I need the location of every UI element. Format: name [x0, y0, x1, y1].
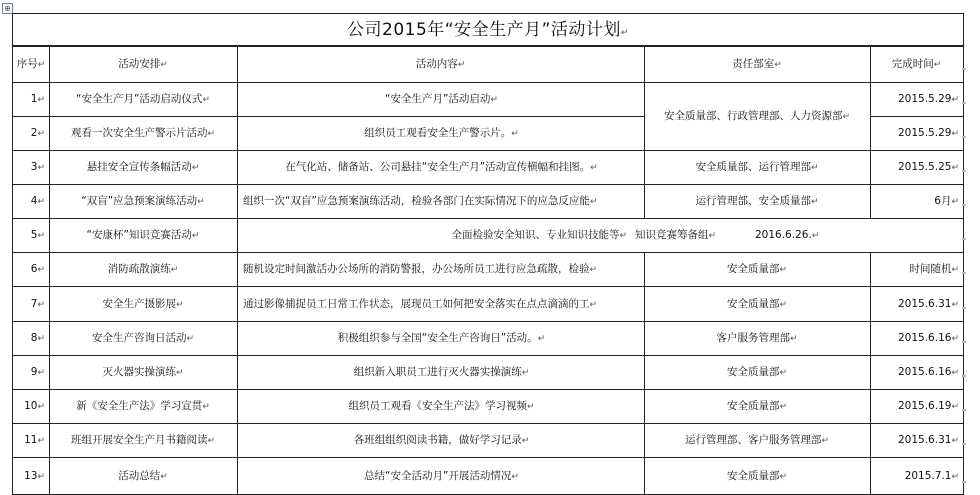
paragraph-mark: ↵ — [37, 402, 45, 412]
paragraph-mark: ↵ — [620, 28, 629, 38]
row-end-marker — [962, 136, 966, 138]
responsible-dept — [646, 469, 868, 483]
row-divider — [13, 252, 963, 253]
completion-time-text: 2015.5.29 — [898, 127, 952, 139]
row-divider — [13, 286, 963, 287]
responsible-dept — [646, 297, 868, 311]
paragraph-mark: ↵ — [951, 265, 959, 275]
row-divider — [13, 389, 963, 390]
paragraph-mark: ↵ — [810, 163, 819, 173]
activity-arrangement-text: 班组开展安全生产月书籍阅读 — [70, 434, 208, 446]
column-divider — [644, 46, 645, 218]
row-number — [15, 160, 45, 174]
responsible-dept-text: 安全质量部、运行管理部 — [695, 161, 811, 173]
paragraph-mark: ↵ — [37, 472, 45, 482]
paragraph-mark: ↵ — [779, 402, 788, 412]
activity-arrangement — [51, 262, 235, 276]
row-number — [15, 433, 45, 447]
activity-arrangement-text: “安康杯”知识竞赛活动 — [86, 229, 192, 241]
row-end-marker — [962, 443, 966, 445]
row-divider — [13, 116, 644, 117]
paragraph-mark: ↵ — [37, 436, 45, 446]
paragraph-mark: ↵ — [951, 472, 959, 482]
paragraph-mark: ↵ — [175, 299, 184, 310]
activity-arrangement-text: “安全生产月”活动启动仪式 — [76, 93, 203, 105]
completion-time — [755, 228, 845, 242]
row-divider — [13, 218, 963, 219]
responsible-dept-text: 客户服务管理部 — [716, 332, 790, 344]
activity-arrangement-text: 活动总结 — [118, 470, 161, 482]
row-end-marker — [962, 375, 966, 377]
responsible-dept-text: 知识竞赛筹备组 — [635, 229, 709, 241]
paragraph-mark: ↵ — [811, 231, 820, 241]
header-cell-text: 活动安排 — [118, 58, 161, 70]
paragraph-mark: ↵ — [779, 265, 788, 275]
responsible-dept-text: 安全质量部 — [726, 400, 780, 412]
responsible-dept — [646, 160, 868, 174]
activity-arrangement — [51, 297, 235, 311]
activity-content — [243, 469, 640, 483]
completion-time-text: 时间随机 — [909, 263, 952, 275]
table-title-text: 公司2015年“安全生产月”活动计划 — [347, 20, 621, 40]
row-divider — [13, 423, 963, 424]
responsible-dept-text: 安全质量部 — [726, 263, 780, 275]
row-end-marker — [962, 68, 966, 70]
paragraph-mark: ↵ — [951, 299, 959, 310]
row-divider — [13, 150, 963, 151]
row-number-text: 8 — [30, 332, 38, 344]
paragraph-mark: ↵ — [197, 197, 205, 207]
paragraph-mark: ↵ — [37, 265, 45, 275]
row-end-marker — [962, 409, 966, 411]
row-end-marker — [962, 481, 966, 483]
activity-content — [243, 331, 640, 345]
paragraph-mark: ↵ — [774, 60, 782, 70]
header-cell — [872, 57, 961, 71]
row-end-marker — [962, 238, 966, 240]
activity-content — [243, 194, 640, 208]
paragraph-mark: ↵ — [37, 95, 45, 105]
activity-content-text: 全面检验安全知识、专业知识技能等 — [451, 229, 620, 241]
paragraph-mark: ↵ — [207, 436, 216, 446]
paragraph-mark: ↵ — [521, 436, 530, 446]
activity-arrangement-text: 消防疏散演练 — [107, 263, 171, 275]
row-end-marker — [962, 170, 966, 172]
paragraph-mark: ↵ — [821, 436, 830, 446]
paragraph-mark: ↵ — [537, 334, 546, 344]
row-number — [15, 469, 45, 483]
paragraph-mark: ↵ — [191, 231, 200, 241]
paragraph-mark: ↵ — [810, 197, 819, 207]
row-divider — [13, 457, 963, 458]
row-number-text: 13 — [24, 470, 38, 482]
row-number — [15, 194, 45, 208]
paragraph-mark: ↵ — [779, 368, 788, 378]
paragraph-mark: ↵ — [589, 299, 598, 310]
row-number — [15, 365, 45, 379]
paragraph-mark: ↵ — [951, 129, 959, 139]
row-end-marker — [962, 307, 966, 309]
completion-time-text: 2015.6.31 — [898, 297, 952, 310]
paragraph-mark: ↵ — [779, 299, 788, 310]
row-divider — [13, 46, 963, 47]
table-grid — [12, 46, 964, 495]
responsible-dept-text: 安全质量部 — [726, 297, 780, 310]
paragraph-mark: ↵ — [160, 60, 168, 70]
table-title — [12, 13, 964, 46]
paragraph-mark: ↵ — [951, 334, 959, 344]
column-divider — [49, 46, 50, 495]
paragraph-mark: ↵ — [789, 334, 798, 344]
activity-content — [243, 160, 640, 174]
row-divider — [870, 116, 963, 117]
header-cell-text: 活动内容 — [415, 58, 458, 70]
responsible-dept — [646, 262, 868, 276]
responsible-dept — [646, 194, 868, 208]
paragraph-mark: ↵ — [191, 163, 200, 173]
completion-time-text: 2015.5.25 — [898, 161, 952, 173]
activity-content — [243, 297, 640, 311]
activity-arrangement — [51, 228, 235, 242]
activity-arrangement — [51, 126, 235, 140]
activity-content — [243, 399, 640, 413]
paragraph-mark: ↵ — [951, 95, 959, 105]
document-table — [12, 13, 964, 495]
row-end-marker — [962, 102, 966, 104]
activity-content — [243, 126, 640, 140]
paragraph-mark: ↵ — [37, 299, 45, 310]
header-cell-text: 责任部室 — [732, 58, 775, 70]
paragraph-mark: ↵ — [619, 231, 627, 241]
table-move-handle-icon[interactable]: ⊕ — [2, 3, 13, 14]
row-number — [15, 228, 45, 242]
row-number — [15, 331, 45, 345]
responsible-dept-text: 安全质量部 — [726, 470, 780, 482]
row-number-text: 5 — [30, 229, 38, 241]
paragraph-mark: ↵ — [933, 60, 942, 70]
activity-arrangement-text: 安全生产摄影展 — [102, 297, 176, 310]
activity-arrangement — [51, 160, 235, 174]
completion-time-text: 2015.7.1 — [904, 470, 952, 482]
activity-arrangement — [51, 92, 235, 106]
activity-content — [297, 228, 627, 242]
responsible-dept — [646, 433, 868, 447]
column-divider — [644, 252, 645, 495]
paragraph-mark: ↵ — [37, 163, 45, 173]
row-number-text: 2 — [30, 127, 38, 139]
paragraph-mark: ↵ — [37, 129, 45, 139]
activity-content-text: 组织员工观看安全生产警示片。 — [364, 127, 512, 139]
completion-time — [872, 297, 959, 311]
row-end-markers — [962, 6, 966, 486]
activity-content — [243, 365, 640, 379]
activity-arrangement-text: 安全生产咨询日活动 — [91, 332, 187, 344]
row-number-text: 6 — [30, 263, 38, 275]
row-divider — [13, 184, 963, 185]
completion-time — [872, 365, 959, 379]
completion-time-text: 2015.6.16 — [898, 332, 952, 344]
completion-time — [872, 126, 959, 140]
paragraph-mark: ↵ — [186, 334, 195, 344]
row-divider — [13, 82, 963, 83]
activity-content — [243, 262, 640, 276]
header-cell — [239, 57, 642, 71]
paragraph-mark: ↵ — [951, 436, 959, 446]
activity-arrangement — [51, 194, 235, 208]
row-end-marker — [962, 272, 966, 274]
activity-content-text: 各班组组织阅读书籍，做好学习记录 — [353, 434, 522, 446]
row-number-text: 3 — [30, 161, 38, 173]
activity-arrangement-text: 新《安全生产法》学习宣贯 — [76, 400, 203, 412]
paragraph-mark: ↵ — [37, 60, 46, 70]
activity-arrangement-text: 灭火器实操演练 — [102, 366, 176, 378]
header-cell — [51, 57, 235, 71]
paragraph-mark: ↵ — [160, 472, 168, 482]
activity-content-text: 总结“安全活动月”开展活动情况 — [364, 470, 512, 482]
row-number — [15, 262, 45, 276]
activity-arrangement — [51, 365, 235, 379]
row-number-text: 10 — [24, 400, 38, 412]
paragraph-mark: ↵ — [511, 472, 519, 482]
paragraph-mark: ↵ — [589, 265, 598, 275]
paragraph-mark: ↵ — [590, 163, 598, 173]
activity-content-text: 随机设定时间激活办公场所的消防警报，办公场所员工进行应急疏散，检验 — [243, 263, 590, 275]
paragraph-mark: ↵ — [490, 95, 498, 105]
activity-content-text: 积极组织参与全国“安全生产咨询日”活动。 — [337, 332, 538, 344]
paragraph-mark: ↵ — [708, 231, 717, 241]
row-end-marker — [962, 204, 966, 206]
paragraph-mark: ↵ — [202, 95, 210, 105]
paragraph-mark: ↵ — [170, 265, 179, 275]
completion-time-text: 2016.6.26. — [755, 229, 812, 241]
paragraph-mark: ↵ — [951, 368, 959, 378]
paragraph-mark: ↵ — [37, 231, 45, 241]
paragraph-mark: ↵ — [951, 402, 959, 412]
activity-arrangement — [51, 433, 235, 447]
paragraph-mark: ↵ — [951, 197, 959, 207]
paragraph-mark: ↵ — [589, 197, 598, 207]
activity-arrangement — [51, 399, 235, 413]
paragraph-mark: ↵ — [842, 112, 851, 122]
activity-content-text: 组织员工观看《安全生产法》学习视频 — [348, 400, 527, 412]
header-cell-text: 完成时间 — [891, 58, 934, 70]
row-number — [15, 126, 45, 140]
completion-time — [872, 469, 959, 483]
row-number — [15, 399, 45, 413]
row-number-text: 4 — [30, 195, 38, 207]
column-divider — [870, 252, 871, 495]
activity-arrangement-text: “双盲”应急预案演练活动 — [81, 195, 198, 207]
responsible-dept — [646, 331, 868, 345]
activity-content-text: “安全生产月”活动启动 — [385, 93, 491, 105]
completion-time — [872, 433, 959, 447]
activity-arrangement-text: 观看一次安全生产警示片活动 — [70, 127, 208, 139]
row-number-text: 11 — [24, 434, 38, 446]
completion-time-text: 2015.6.19 — [898, 400, 952, 412]
paragraph-mark: ↵ — [37, 368, 45, 378]
activity-content-text: 在气化站、储备站、公司悬挂“安全生产月”活动宣传横幅和挂图。 — [285, 161, 591, 173]
paragraph-mark: ↵ — [779, 472, 788, 482]
responsible-dept — [646, 399, 868, 413]
activity-content — [243, 433, 640, 447]
completion-time — [872, 92, 959, 106]
activity-content — [243, 92, 640, 106]
row-divider — [13, 355, 963, 356]
column-divider — [237, 46, 238, 495]
activity-arrangement — [51, 331, 235, 345]
paragraph-mark: ↵ — [175, 368, 184, 378]
responsible-dept — [635, 228, 735, 242]
responsible-dept-text: 安全质量部 — [726, 366, 780, 378]
completion-time-text: 2015.5.29 — [898, 93, 952, 105]
responsible-dept-text: 运行管理部、安全质量部 — [695, 195, 811, 207]
row-number-text: 7 — [30, 297, 38, 310]
completion-time — [872, 399, 959, 413]
completion-time — [872, 194, 959, 208]
completion-time — [872, 262, 959, 276]
completion-time — [872, 331, 959, 345]
responsible-dept-merged — [646, 109, 868, 123]
row-number — [15, 92, 45, 106]
paragraph-mark: ↵ — [951, 163, 959, 173]
paragraph-mark: ↵ — [521, 368, 530, 378]
row-number-text: 1 — [30, 93, 38, 105]
activity-content-text: 组织新入职员工进行灭火器实操演练 — [353, 366, 522, 378]
responsible-dept-merged-text: 安全质量部、行政管理部、人力资源部 — [663, 110, 843, 122]
row-number — [15, 297, 45, 311]
paragraph-mark: ↵ — [457, 60, 466, 70]
header-cell — [15, 57, 47, 71]
completion-time-text: 6月 — [934, 195, 952, 207]
row-end-marker — [962, 341, 966, 343]
activity-content-text: 通过影像捕捉员工日常工作状态，展现员工如何把安全落实在点点滴滴的工 — [243, 297, 590, 310]
completion-time — [872, 160, 959, 174]
responsible-dept-text: 运行管理部、客户服务管理部 — [684, 434, 822, 446]
completion-time-text: 2015.6.31 — [898, 434, 952, 446]
header-cell-text: 序号 — [16, 58, 38, 70]
row-divider — [13, 321, 963, 322]
activity-content-text: 组织一次“双盲”应急预案演练活动，检验各部门在实际情况下的应急反应能 — [243, 195, 590, 207]
paragraph-mark: ↵ — [202, 402, 210, 412]
paragraph-mark: ↵ — [37, 197, 45, 207]
paragraph-mark: ↵ — [526, 402, 535, 412]
activity-arrangement — [51, 469, 235, 483]
completion-time-text: 2015.6.16 — [898, 366, 952, 378]
responsible-dept — [646, 365, 868, 379]
activity-arrangement-text: 悬挂安全宣传条幅活动 — [86, 161, 192, 173]
paragraph-mark: ↵ — [511, 129, 519, 139]
column-divider — [870, 46, 871, 218]
header-cell — [646, 57, 868, 71]
row-number-text: 9 — [30, 366, 38, 378]
paragraph-mark: ↵ — [207, 129, 216, 139]
paragraph-mark: ↵ — [37, 334, 45, 344]
